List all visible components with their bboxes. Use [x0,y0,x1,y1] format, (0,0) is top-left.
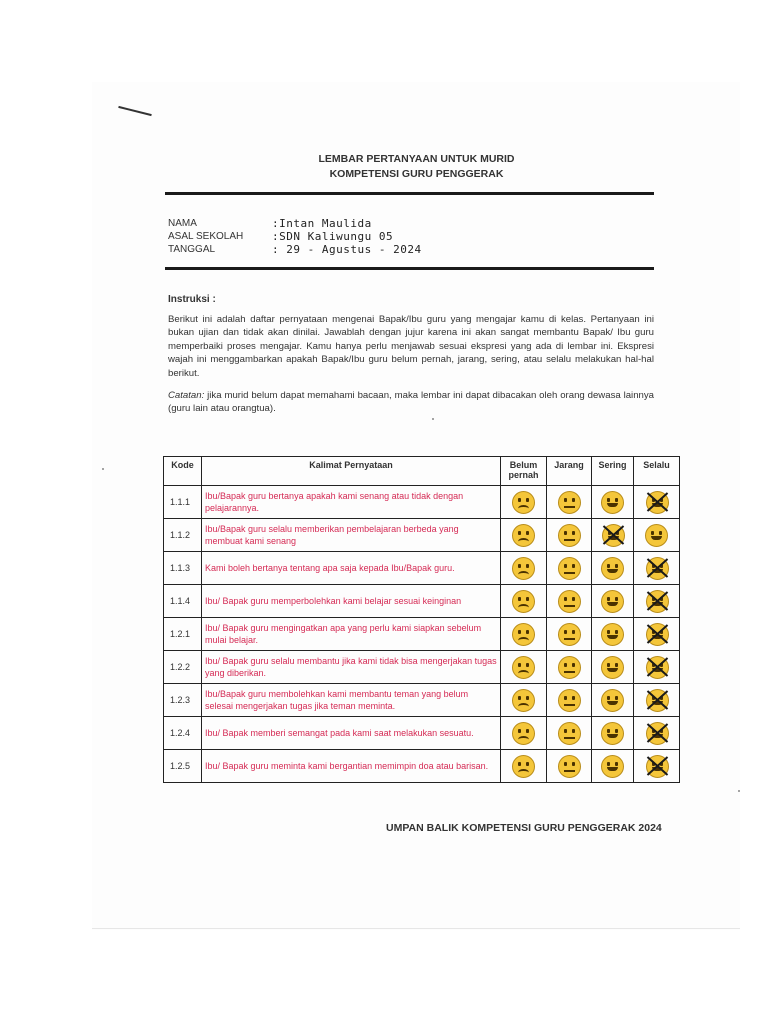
header-sering: Sering [592,457,634,486]
rating-cell[interactable] [547,684,592,717]
grinning-face-icon [601,689,624,712]
rating-cell[interactable] [501,552,547,585]
scan-speck [738,790,740,792]
row-statement: Ibu/Bapak guru bertanya apakah kami senang atau tidak dengan pelajarannya. [202,486,501,519]
rating-cell[interactable] [592,618,634,651]
rating-cell[interactable] [592,519,634,552]
selected-mark [644,622,670,646]
rating-cell[interactable] [634,750,680,783]
rating-cell[interactable] [592,684,634,717]
rating-cell[interactable] [501,651,547,684]
frowning-face-icon [512,689,535,712]
rating-cell[interactable] [592,750,634,783]
selected-mark [644,688,670,712]
identity-label: ASAL SEKOLAH [168,231,244,242]
table-row [164,717,680,750]
table-row [164,585,680,618]
identity-value: : 29 - Agustus - 2024 [272,243,422,256]
rating-cell[interactable] [634,717,680,750]
frowning-face-icon [512,722,535,745]
rating-cell[interactable] [547,585,592,618]
rating-cell[interactable] [547,552,592,585]
rating-cell[interactable] [547,618,592,651]
grinning-face-icon [601,590,624,613]
rating-cell[interactable] [501,717,547,750]
row-kode: 1.2.4 [164,717,202,750]
rating-cell[interactable] [547,486,592,519]
table-row [164,618,680,651]
questionnaire-table [163,456,680,783]
selected-mark [644,754,670,778]
frowning-face-icon [512,623,535,646]
grinning-face-icon [601,557,624,580]
rating-cell[interactable] [501,486,547,519]
neutral-face-icon [558,722,581,745]
row-kode: 1.1.2 [164,519,202,552]
neutral-face-icon [558,689,581,712]
identity-value: :Intan Maulida [272,217,372,230]
title-line-2: KOMPETENSI GURU PENGGERAK [329,168,504,180]
row-kode: 1.2.3 [164,684,202,717]
header-statement: Kalimat Pernyataan [202,457,501,486]
selected-mark [644,556,670,580]
identity-label: NAMA [168,218,197,229]
frowning-face-icon [512,590,535,613]
row-kode: 1.1.4 [164,585,202,618]
frowning-face-icon [512,491,535,514]
header-selalu: Selalu [634,457,680,486]
identity-label: TANGGAL [168,244,216,255]
row-statement: Ibu/ Bapak guru memperbolehkan kami belajar sesuai keinginan [202,585,501,618]
row-statement: Ibu/ Bapak memberi semangat pada kami saat melakukan sesuatu. [202,717,501,750]
instructions-body: Berikut ini adalah daftar pernyataan mengenai Bapak/Ibu guru yang mengajar kamu di kelas. Pertanyaan ini bukan ujian dan tidak akan dinilai. Jawablah dengan jujur karena ini akan sangat membantu Bapak/ Ibu guru memperbaiki proses mengajar. Kamu hanya perlu menjawab sesuai ekspresi yang ada di lembar ini. Ekspresi wajah ini menggambarkan apakah Bapak/Ibu guru belum pernah, jarang, sering, atau selalu melakukan hal-hal berikut. [168,314,654,379]
rating-cell[interactable] [634,552,680,585]
row-kode: 1.1.3 [164,552,202,585]
table-row [164,519,680,552]
neutral-face-icon [558,656,581,679]
row-kode: 1.2.2 [164,651,202,684]
grinning-face-icon [601,656,624,679]
page-title [0,152,768,182]
rating-cell[interactable] [547,750,592,783]
row-statement: Kami boleh bertanya tentang apa saja kepada Ibu/Bapak guru. [202,552,501,585]
table-row [164,651,680,684]
rating-cell[interactable] [501,750,547,783]
bottom-divider [165,267,654,270]
rating-cell[interactable] [592,552,634,585]
row-statement: Ibu/ Bapak guru mengingatkan apa yang perlu kami siapkan sebelum mulai belajar. [202,618,501,651]
scan-speck [432,418,434,420]
rating-cell[interactable] [634,684,680,717]
header-kode: Kode [164,457,202,486]
selected-mark [644,655,670,679]
rating-cell[interactable] [501,519,547,552]
identity-row-tanggal [168,243,422,256]
table-row [164,750,680,783]
rating-cell[interactable] [634,585,680,618]
neutral-face-icon [558,491,581,514]
rating-cell[interactable] [501,585,547,618]
scan-edge [92,928,740,929]
grinning-face-icon [601,491,624,514]
table-row [164,552,680,585]
rating-cell[interactable] [547,717,592,750]
identity-row-asal-sekolah [168,230,422,243]
rating-cell[interactable] [592,717,634,750]
laughing-face-icon [645,524,668,547]
rating-cell[interactable] [634,651,680,684]
rating-cell[interactable] [501,618,547,651]
table-row [164,486,680,519]
selected-mark [644,490,670,514]
frowning-face-icon [512,656,535,679]
row-kode: 1.1.1 [164,486,202,519]
selected-mark [600,523,626,547]
neutral-face-icon [558,557,581,580]
neutral-face-icon [558,590,581,613]
header-belum-pernah: Belum pernah [501,457,547,486]
table-row [164,684,680,717]
frowning-face-icon [512,755,535,778]
frowning-face-icon [512,557,535,580]
top-divider [165,192,654,195]
identity-block [168,217,422,256]
grinning-face-icon [601,722,624,745]
rating-cell[interactable] [634,618,680,651]
note-body: jika murid belum dapat memahami bacaan, maka lembar ini dapat dibacakan oleh orang dewasa lainnya (guru lain atau orangtua). [168,390,654,415]
selected-mark [644,589,670,613]
rating-cell[interactable] [501,684,547,717]
rating-cell[interactable] [592,486,634,519]
rating-cell[interactable] [634,519,680,552]
rating-cell[interactable] [592,585,634,618]
rating-cell[interactable] [547,519,592,552]
note-label: Catatan: [168,390,205,401]
neutral-face-icon [558,755,581,778]
rating-cell[interactable] [592,651,634,684]
rating-cell[interactable] [634,486,680,519]
grinning-face-icon [601,755,624,778]
row-statement: Ibu/Bapak guru membolehkan kami membantu teman yang belum selesai mengerjakan tugas jika teman meminta. [202,684,501,717]
neutral-face-icon [558,524,581,547]
table-header-row [164,457,680,486]
row-kode: 1.2.5 [164,750,202,783]
footer-title: UMPAN BALIK KOMPETENSI GURU PENGGERAK 2024 [386,822,662,834]
neutral-face-icon [558,623,581,646]
grinning-face-icon [601,623,624,646]
row-statement: Ibu/ Bapak guru selalu membantu jika kami tidak bisa mengerjakan tugas yang diberikan. [202,651,501,684]
rating-cell[interactable] [547,651,592,684]
scan-speck [102,468,104,470]
selected-mark [644,721,670,745]
instructions-note [168,389,654,416]
row-statement: Ibu/Bapak guru selalu memberikan pembelajaran berbeda yang membuat kami senang [202,519,501,552]
row-kode: 1.2.1 [164,618,202,651]
identity-value: :SDN Kaliwungu 05 [272,230,394,243]
instructions-heading: Instruksi : [168,294,216,305]
row-statement: Ibu/ Bapak guru meminta kami bergantian memimpin doa atau barisan. [202,750,501,783]
header-jarang: Jarang [547,457,592,486]
frowning-face-icon [512,524,535,547]
identity-row-nama [168,217,422,230]
title-line-1: LEMBAR PERTANYAAN UNTUK MURID [318,153,515,165]
